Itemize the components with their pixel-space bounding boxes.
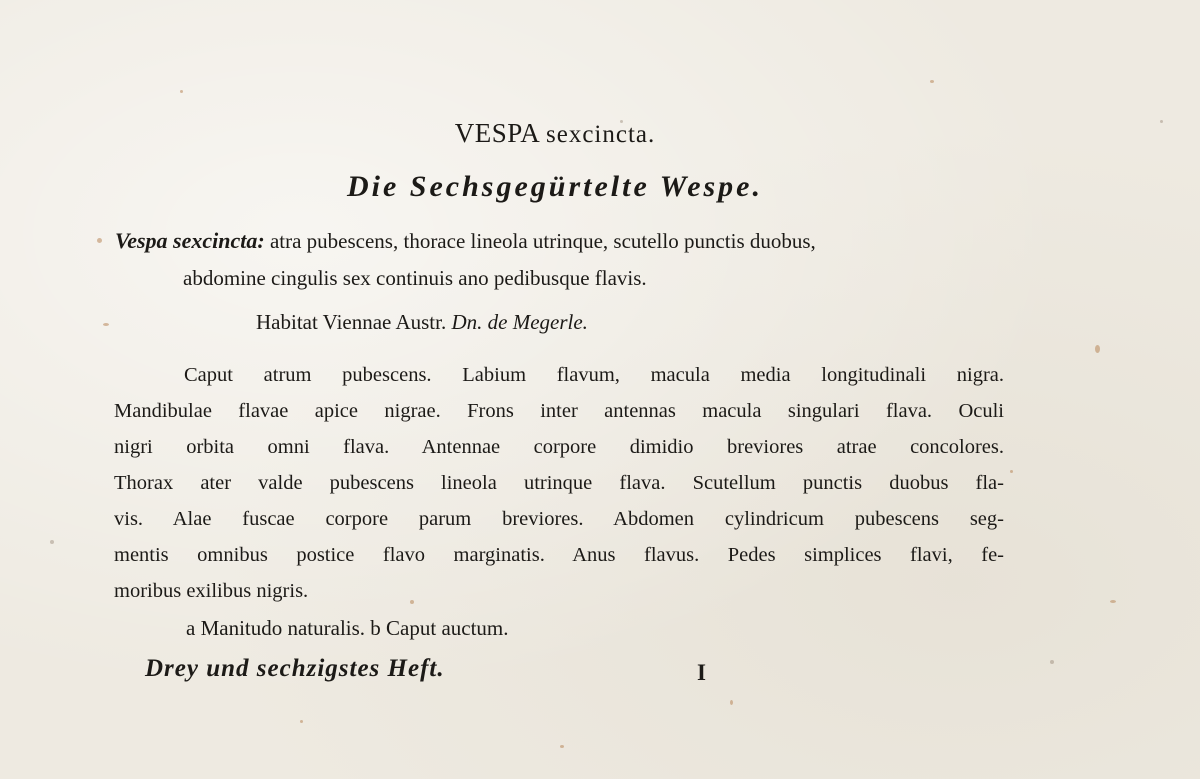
signature-mark: I	[697, 660, 706, 685]
description-line: mentis omnibus postice flavo marginatis. Anus flavus. Pedes simplices flavi, fe-	[114, 544, 1004, 566]
page-subtitle: Die Sechsgegürtelte Wespe.	[346, 170, 763, 203]
description-paragraph	[114, 357, 1004, 609]
diagnosis-lead: Vespa sexcincta:	[115, 228, 265, 253]
diagnosis-line-2: abdomine cingulis sex continuis ano pedibusque flavis.	[183, 266, 647, 290]
description-line: moribus exilibus nigris.	[114, 580, 309, 602]
page-title	[0, 118, 1110, 149]
genus-name: VESPA	[454, 118, 539, 148]
issue-footer: Drey und sechzigstes Heft.	[145, 655, 445, 682]
description-line: nigri orbita omni flava. Antennae corpore dimidio breviores atrae concolores.	[114, 436, 1004, 458]
description-line: Mandibulae flavae apice nigrae. Frons inter antennas macula singulari flava. Oculi	[114, 400, 1004, 422]
description-line: vis. Alae fuscae corpore parum breviores. Abdomen cylindricum pubescens seg-	[114, 508, 1004, 530]
description-line: Thorax ater valde pubescens lineola utrinque flava. Scutellum punctis duobus fla-	[114, 472, 1004, 494]
habitat-text: Habitat Viennae Austr.	[256, 310, 447, 334]
species-name: sexcincta.	[546, 121, 656, 148]
habitat-collector: Dn. de Megerle.	[451, 310, 588, 334]
diagnosis	[115, 222, 816, 297]
habitat-line	[256, 310, 588, 335]
diagnosis-line-1: atra pubescens, thorace lineola utrinque, scutello punctis duobus,	[269, 229, 816, 253]
description-line: Caput atrum pubescens. Labium flavum, macula media longitudinali nigra.	[184, 364, 1004, 386]
figure-caption: a Manitudo naturalis. b Caput auctum.	[186, 616, 509, 640]
